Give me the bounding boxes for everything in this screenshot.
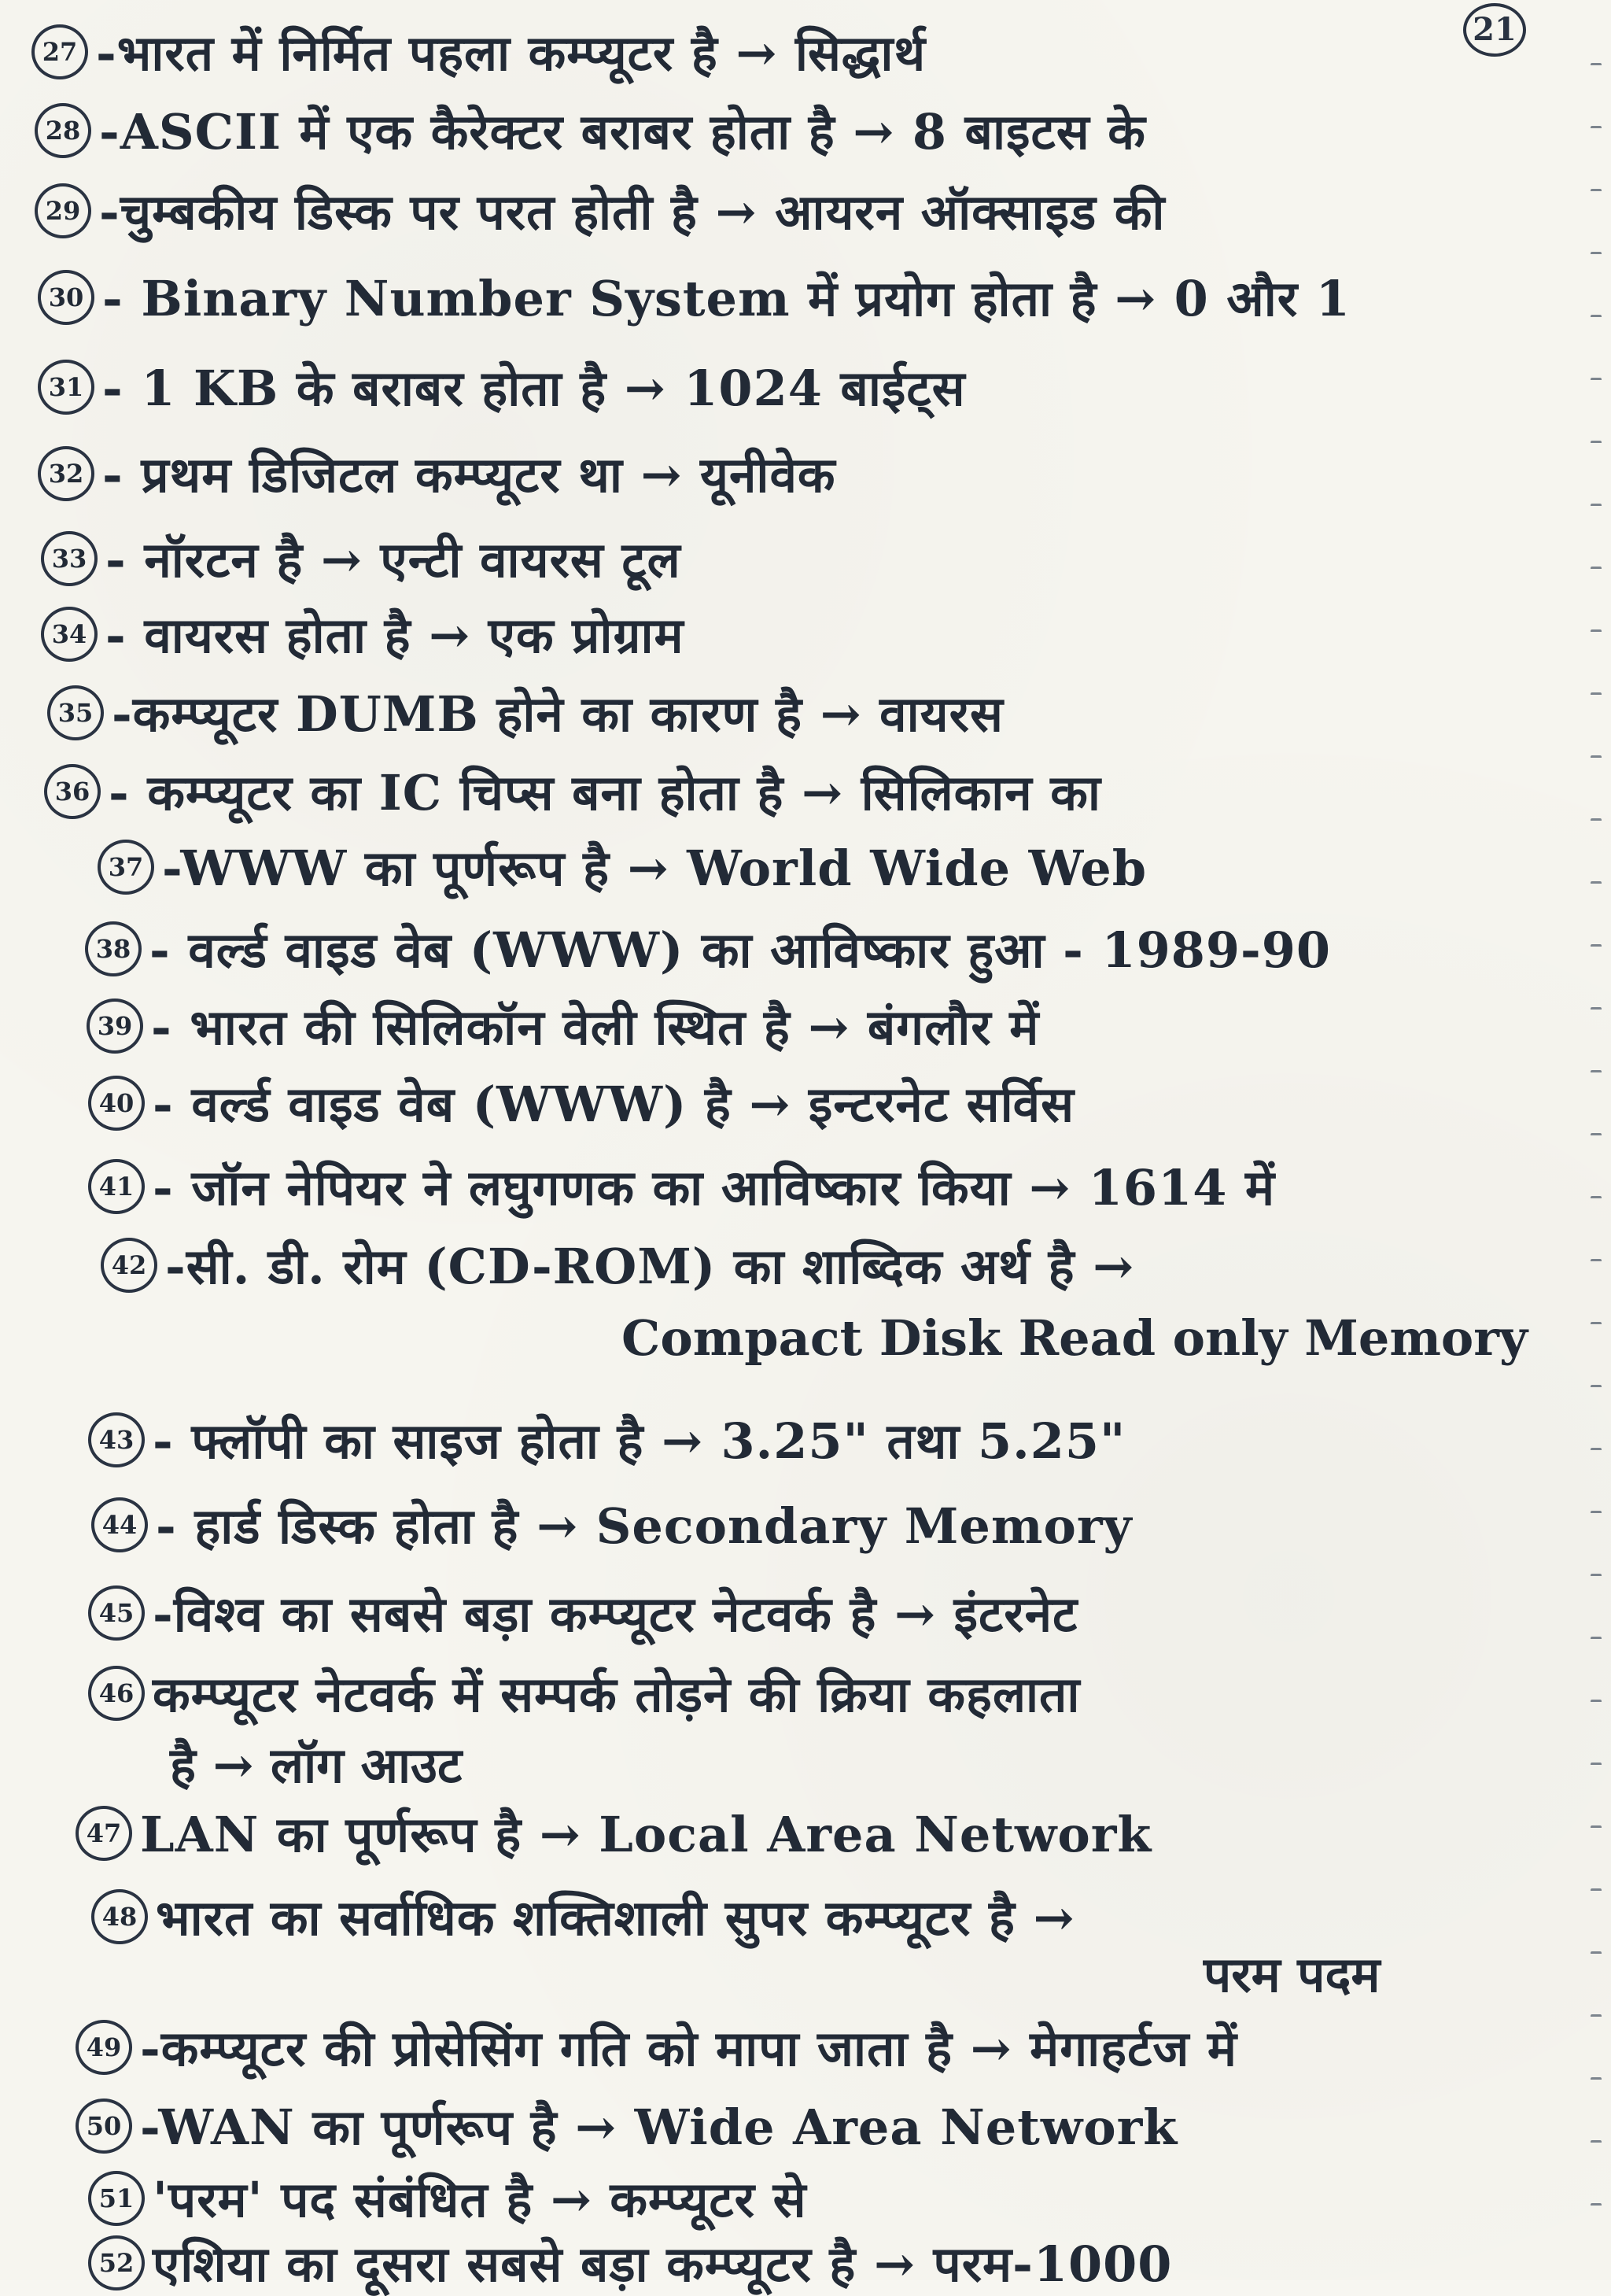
entry-text: - प्रथम डिजिटल कम्प्यूटर था → यूनीवेक <box>102 446 836 504</box>
entry-number: 38 <box>85 921 142 976</box>
entry-row <box>98 834 1147 900</box>
entry-row <box>91 1884 1075 1950</box>
entry-text: - कम्प्यूटर का IC चिप्स बना होता है → सिलिकान का <box>109 764 1101 821</box>
entry-row <box>88 1154 1275 1220</box>
entry-row <box>31 19 926 85</box>
entry-row <box>44 759 1101 825</box>
entry-row <box>41 526 681 592</box>
entry-number: 44 <box>91 1497 148 1552</box>
entry-row <box>88 1070 1075 1136</box>
entry-number: 46 <box>88 1666 145 1721</box>
page-number: 21 <box>1463 3 1526 57</box>
entry-text: - फ्लॉपी का साइज होता है → 3.25" तथा 5.25" <box>153 1412 1126 1470</box>
entry-number: 47 <box>76 1806 132 1861</box>
entry-row <box>88 1660 1080 1726</box>
entry-row <box>88 2230 1172 2296</box>
entry-number: 43 <box>88 1412 145 1467</box>
entry-text: - जॉन नेपियर ने लघुगणक का आविष्कार किया → 1614 में <box>153 1159 1276 1216</box>
entry-text: - वायरस होता है → एक प्रोग्राम <box>105 607 684 664</box>
entry-number: 34 <box>41 607 98 662</box>
entry-number: 35 <box>47 685 104 740</box>
entry-text: -ASCII में एक कैरेक्टर बराबर होता है → 8 बाइटस के <box>99 103 1146 161</box>
entry-text: -सी. डी. रोम (CD-ROM) का शाब्दिक अर्थ है → <box>165 1238 1135 1295</box>
entry-text: -WWW का पूर्णरूप है → World Wide Web <box>162 840 1148 897</box>
entry-row <box>35 98 1146 164</box>
entry-text: - Binary Number System में प्रयोग होता है → 0 और 1 <box>102 270 1351 327</box>
entry-row <box>47 680 1004 746</box>
entry-text: -WAN का पूर्णरूप है → Wide Area Network <box>140 2099 1178 2156</box>
entry-text: -भारत में निर्मित पहला कम्प्यूटर है → सिद्धार्थ <box>96 24 927 82</box>
entry-text: LAN का पूर्णरूप है → Local Area Network <box>140 1806 1152 1863</box>
entry-continuation: है → लॉग आउट <box>170 1737 463 1794</box>
entry-number: 37 <box>98 840 154 895</box>
entry-row <box>87 993 1039 1059</box>
entry-text: - वर्ल्ड वाइड वेब (WWW) है → इन्टरनेट सर्विस <box>153 1076 1075 1133</box>
entry-number: 33 <box>41 531 98 586</box>
entry-text: - वर्ल्ड वाइड वेब (WWW) का आविष्कार हुआ - 1989-90 <box>149 921 1332 979</box>
entry-text: - भारत की सिलिकॉन वेली स्थित है → बंगलौर में <box>151 999 1040 1056</box>
entry-text: भारत का सर्वाधिक शक्तिशाली सुपर कम्प्यूटर है → <box>156 1889 1075 1947</box>
entry-number: 27 <box>31 24 88 79</box>
entry-text: - नॉरटन है → एन्टी वायरस टूल <box>105 531 681 589</box>
entry-number: 45 <box>88 1585 145 1641</box>
entry-number: 42 <box>101 1238 157 1293</box>
entry-row <box>88 1407 1126 1473</box>
entry-row <box>38 354 966 420</box>
entry-row <box>88 1580 1078 1646</box>
entry-number: 28 <box>35 103 91 158</box>
entry-row <box>101 1232 1134 1298</box>
entry-number: 30 <box>38 270 94 325</box>
entry-continuation: Compact Disk Read only Memory <box>621 1309 1528 1367</box>
entry-row <box>38 441 836 507</box>
entry-text: -विश्व का सबसे बड़ा कम्प्यूटर नेटवर्क है → इंटरनेट <box>153 1585 1078 1643</box>
entry-text: -चुम्बकीय डिस्क पर परत होती है → आयरन ऑक्साइड की <box>99 183 1166 241</box>
entry-text: एशिया का दूसरा सबसे बड़ा कम्प्यूटर है → परम-1000 <box>153 2235 1173 2293</box>
entry-number: 52 <box>88 2235 145 2290</box>
entry-row <box>35 178 1165 244</box>
entry-number: 51 <box>88 2171 145 2226</box>
entry-text: -कम्प्यूटर की प्रोसेसिंग गति को मापा जाता है → मेगाहर्टज में <box>140 2020 1238 2077</box>
entry-number: 49 <box>76 2020 132 2075</box>
entry-text: कम्प्यूटर नेटवर्क में सम्पर्क तोड़ने की क्रिया कहलाता <box>153 1666 1081 1723</box>
entry-number: 39 <box>87 999 143 1054</box>
entry-number: 31 <box>38 360 94 415</box>
entry-number: 29 <box>35 183 91 238</box>
entry-row <box>41 601 684 667</box>
entry-number: 41 <box>88 1159 145 1214</box>
spiral-binding <box>1576 31 1608 2235</box>
entry-continuation: परम पदम <box>1204 1946 1381 2003</box>
entry-row <box>85 916 1331 982</box>
entry-number: 40 <box>88 1076 145 1131</box>
entry-text: -कम्प्यूटर DUMB होने का कारण है → वायरस <box>112 685 1004 743</box>
entry-row <box>76 1800 1152 1866</box>
entry-text: - हार्ड डिस्क होता है → Secondary Memory <box>156 1497 1133 1555</box>
entry-row <box>76 2014 1237 2080</box>
entry-row <box>76 2093 1178 2159</box>
entry-number: 50 <box>76 2099 132 2154</box>
entry-row <box>91 1492 1133 1558</box>
entry-number: 36 <box>44 764 101 819</box>
entry-number: 32 <box>38 446 94 501</box>
entry-number: 48 <box>91 1889 148 1944</box>
entry-text: - 1 KB के बराबर होता है → 1024 बाईट्स <box>102 360 966 417</box>
entry-row <box>88 2165 807 2231</box>
entry-row <box>38 264 1351 330</box>
entry-text: 'परम' पद संबंधित है → कम्प्यूटर से <box>153 2171 807 2228</box>
